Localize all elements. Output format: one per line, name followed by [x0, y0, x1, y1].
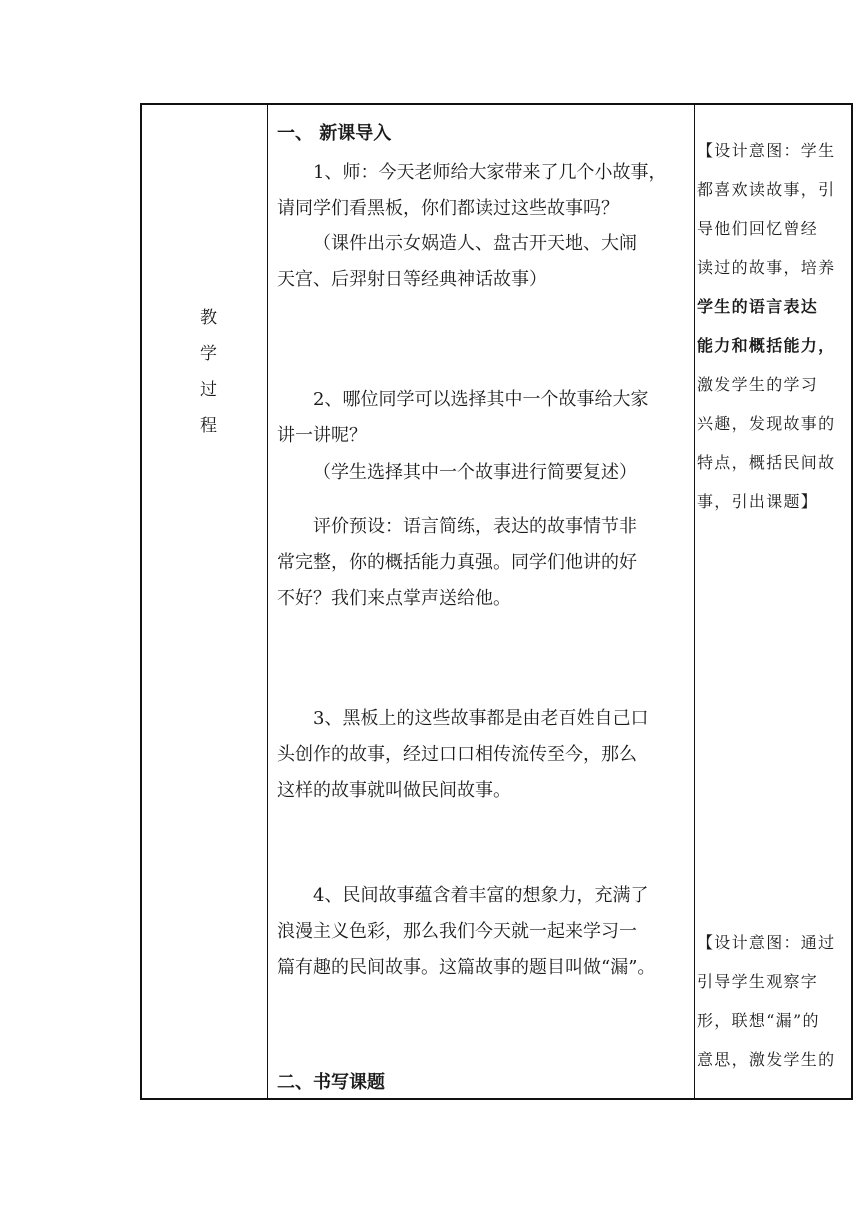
lesson-table [140, 103, 853, 1100]
design-line: 读过的故事，培养 [697, 258, 836, 277]
design-line: 形，联想“漏”的 [697, 1011, 820, 1030]
paragraph-4 [277, 455, 691, 491]
design-intent-1 [697, 131, 855, 521]
text-line: （课件出示女娲造人、盘古开天地、大闹 [313, 233, 637, 254]
text-line: 讲一讲呢？ [277, 425, 367, 446]
design-line: 特点，概括民间故 [697, 453, 836, 472]
design-line: 【设计意图：学生 [697, 141, 836, 160]
paragraph-1 [277, 155, 691, 227]
text-line: 天宫、后羿射日等经典神话故事） [277, 269, 547, 290]
text-line: 常完整，你的概括能力真强。同学们他讲的好 [277, 552, 637, 573]
label-char: 教 [200, 308, 217, 328]
text-line: 3、黑板上的这些故事都是由老百姓自己口 [313, 708, 649, 729]
label-char: 学 [200, 344, 217, 364]
paragraph-6 [277, 701, 691, 809]
column-divider [267, 105, 268, 1098]
label-char: 过 [200, 380, 217, 400]
text-line: 2、哪位同学可以选择其中一个故事给大家 [313, 389, 649, 410]
column-divider [694, 105, 695, 1098]
text-line: 请同学们看黑板，你们都读过这些故事吗？ [277, 198, 619, 219]
text-line: 4、民间故事蕴含着丰富的想象力，充满了 [313, 885, 649, 906]
design-line: 意思，激发学生的 [697, 1050, 836, 1069]
paragraph-7 [277, 878, 691, 986]
text-line: （学生选择其中一个故事进行简要复述） [313, 462, 637, 483]
design-line: 事，引出课题】 [697, 492, 819, 511]
paragraph-5 [277, 509, 691, 617]
paragraph-2 [277, 226, 691, 298]
text-line: 篇有趣的民间故事。这篇故事的题目叫做“漏”。 [277, 957, 656, 978]
label-char: 程 [200, 416, 217, 436]
design-line: 兴趣，发现故事的 [697, 414, 836, 433]
text-line: 1、师：今天老师给大家带来了几个小故事， [313, 162, 667, 183]
design-intent-2 [697, 923, 855, 1079]
text-line: 头创作的故事，经过口口相传流传至今，那么 [277, 744, 637, 765]
design-line: 能力和概括能力， [697, 336, 836, 355]
design-line: 【设计意图：通过 [697, 933, 836, 952]
text-line: 不好？我们来点掌声送给他。 [277, 588, 511, 609]
text-line: 浪漫主义色彩，那么我们今天就一起来学习一 [277, 921, 637, 942]
text-line: 这样的故事就叫做民间故事。 [277, 780, 511, 801]
design-line: 引导学生观察字 [697, 972, 819, 991]
design-line: 学生的语言表达 [697, 297, 819, 316]
design-line: 都喜欢读故事，引 [697, 180, 836, 199]
paragraph-3 [277, 382, 691, 454]
row-label-teaching-process [200, 300, 217, 444]
section-heading-intro: 一、 新课导入 [277, 123, 392, 144]
design-line: 激发学生的学习 [697, 375, 819, 394]
design-line: 导他们回忆曾经 [697, 219, 819, 238]
section-heading-title-writing: 二、书写课题 [277, 1072, 385, 1093]
text-line: 评价预设：语言简练，表达的故事情节非 [313, 516, 637, 537]
